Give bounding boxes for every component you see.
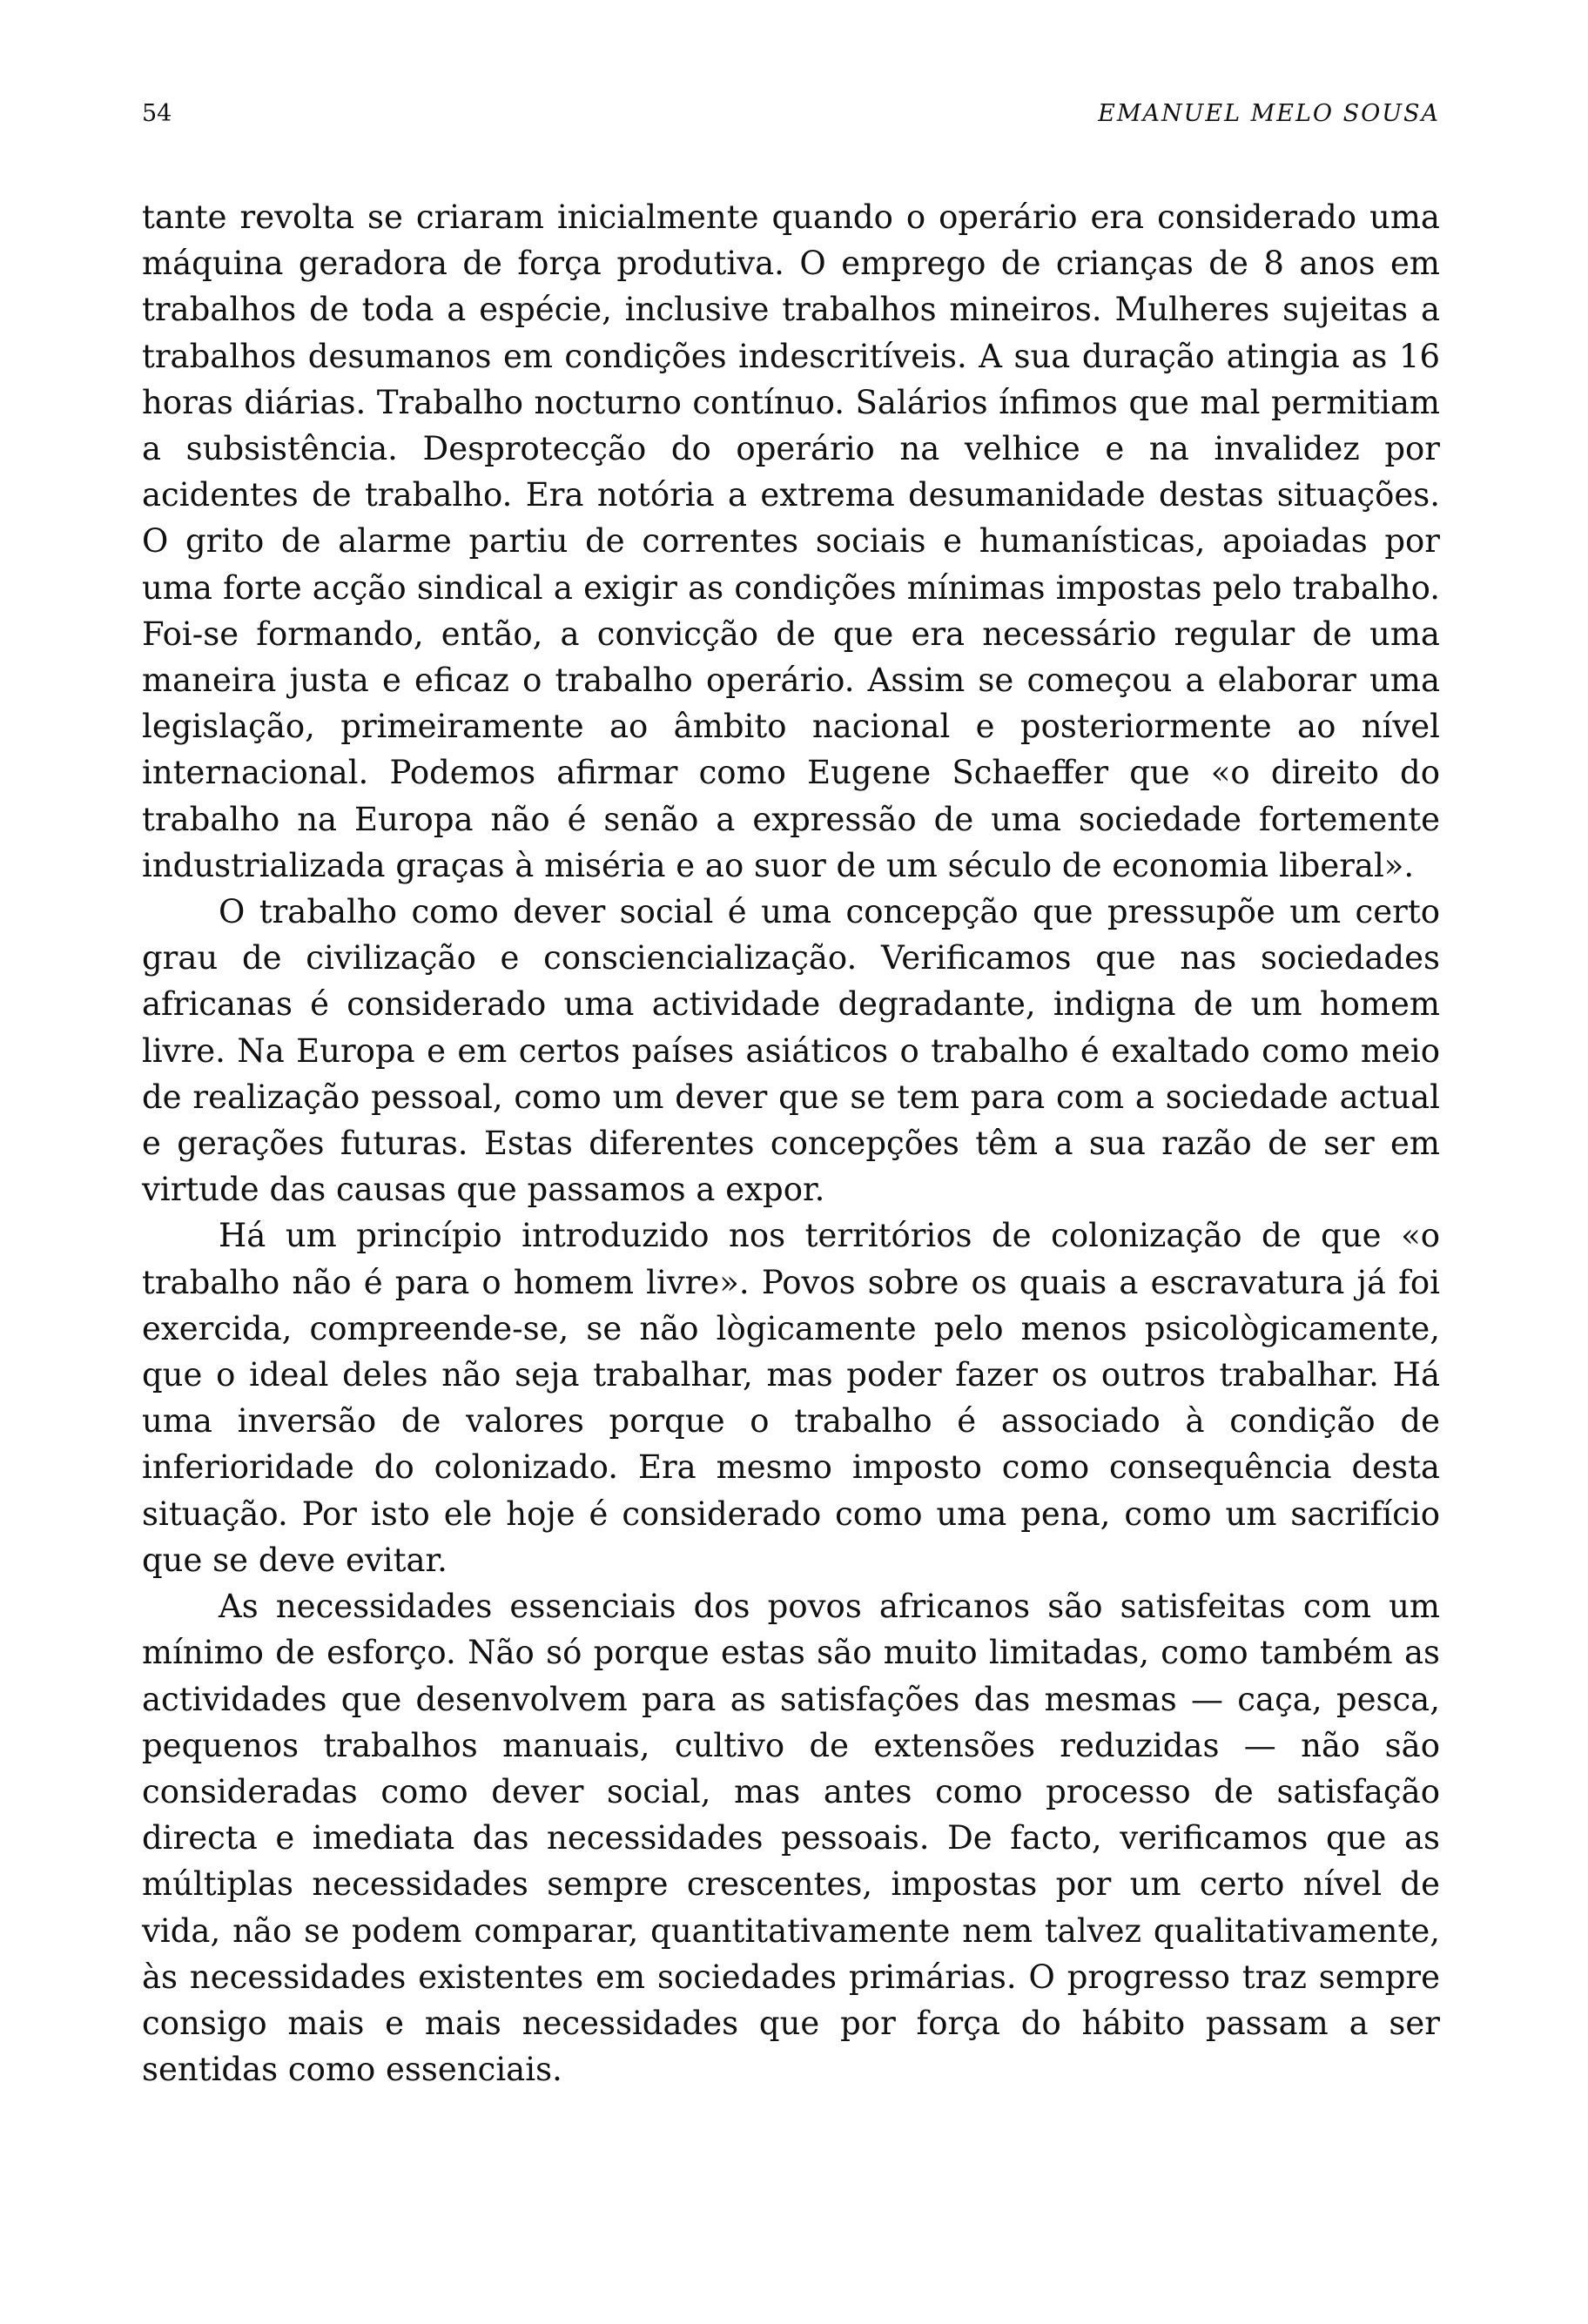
paragraph-3: Há um princípio introduzido nos territórios de colonização de que «o trabalho não é para o homem livre». Povos sobre os quais a escravatura já foi exercida, compreende-se, se não lògicamente pelo menos psicològicamente, que o ideal deles não seja trabalhar, mas poder fazer os outros trabalhar. Há uma inversão de valores porque o trabalho é associado à condição de inferioridade do colonizado. Era mesmo imposto como consequência desta situação. Por isto ele hoje é considerado como uma pena, como um sacrifício que se deve evitar. <box>142 1217 1440 1579</box>
book-page <box>142 100 1440 2215</box>
page-number: 54 <box>142 100 172 127</box>
body-text <box>142 194 1440 2092</box>
paragraph-1: tante revolta se criaram inicialmente quando o operário era considerado uma máquina geradora de força produtiva. O emprego de crianças de 8 anos em trabalhos de toda a espécie, inclusive trabalhos mineiros. Mulheres sujeitas a trabalhos desumanos em condições indescritíveis. A sua duração atingia as 16 horas diárias. Trabalho nocturno contínuo. Salários ínfimos que mal permitiam a subsistência. Desprotecção do operário na velhice e na invalidez por acidentes de trabalho. Era notória a extrema desumanidade destas situações. O grito de alarme partiu de correntes sociais e humanísticas, apoiadas por uma forte acção sindical a exigir as condições mínimas impostas pelo trabalho. Foi-se formando, então, a convicção de que era necessário regular de uma maneira justa e eficaz o trabalho operário. Assim se começou a elaborar uma legislação, primeiramente ao âmbito nacional e posteriormente ao nível internacional. Podemos afirmar como Eugene Schaeffer que «o direito do trabalho na Europa não é senão a expressão de uma sociedade fortemente industrializada graças à miséria e ao suor de um século de economia liberal». <box>142 198 1440 884</box>
paragraph-4: As necessidades essenciais dos povos africanos são satisfeitas com um mínimo de esforço. Não só porque estas são muito limitadas, como também as actividades que desenvolvem para as satisfações das mesmas — caça, pesca, pequenos trabalhos manuais, cultivo de extensões reduzidas — não são consideradas como dever social, mas antes como processo de satisfação directa e imediata das necessidades pessoais. De facto, verificamos que as múltiplas necessidades sempre crescentes, impostas por um certo nível de vida, não se podem comparar, quantitativamente nem talvez qualitativamente, às necessidades existentes em sociedades primárias. O progresso traz sempre consigo mais e mais necessidades que por força do hábito passam a ser sentidas como essenciais. <box>142 1588 1440 2089</box>
running-head <box>142 100 1440 140</box>
running-title: EMANUEL MELO SOUSA <box>1098 100 1440 127</box>
paragraph-2: O trabalho como dever social é uma concepção que pressupõe um certo grau de civilização e consciencialização. Verificamos que nas sociedades africanas é considerado uma actividade degradante, indigna de um homem livre. Na Europa e em certos países asiáticos o trabalho é exaltado como meio de realização pessoal, como um dever que se tem para com a sociedade actual e gerações futuras. Estas diferentes concepções têm a sua razão de ser em virtude das causas que passamos a expor. <box>142 893 1440 1209</box>
